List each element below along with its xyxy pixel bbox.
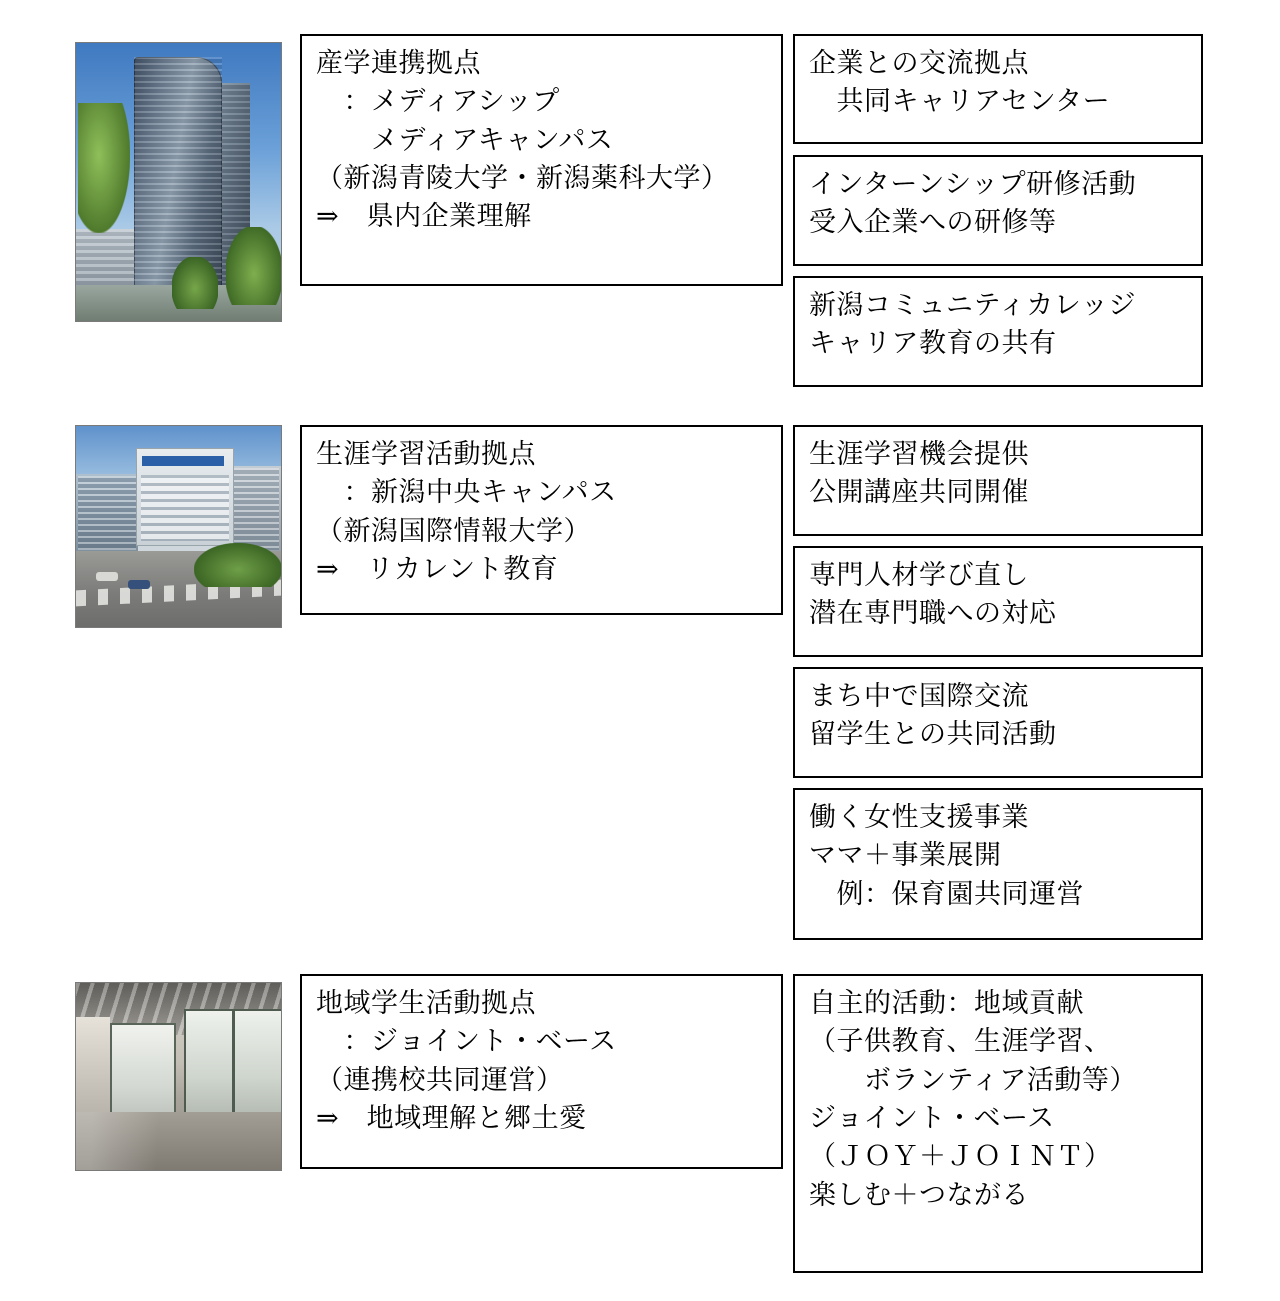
photo-tree bbox=[226, 227, 282, 305]
box-line: まち中で国際交流 bbox=[809, 681, 1029, 711]
box-line: （新潟青陵大学・新潟薬科大学） bbox=[316, 162, 729, 193]
right-box-relearning-specialists bbox=[793, 546, 1203, 657]
box-line: 潜在専門職への対応 bbox=[809, 598, 1057, 629]
box-line: ：ジョイント・ベース bbox=[316, 1026, 617, 1057]
box-line: 公開講座共同開催 bbox=[809, 477, 1029, 508]
photo-floor bbox=[76, 1112, 281, 1170]
box-line: ⇒ リカレント教育 bbox=[316, 553, 559, 584]
right-box-working-women-support bbox=[793, 788, 1203, 940]
box-line: ：メディアシップ bbox=[316, 86, 560, 117]
photo-building-right bbox=[227, 466, 281, 552]
photo-car bbox=[96, 572, 118, 581]
box-line: 楽しむ＋つながる bbox=[809, 1179, 1029, 1210]
box-line: ⇒ 県内企業理解 bbox=[316, 201, 532, 232]
right-box-voluntary-activity bbox=[793, 974, 1203, 1273]
box-line: 受入企業への研修等 bbox=[809, 207, 1057, 238]
box-line: 専門人材学び直し bbox=[809, 560, 1029, 590]
box-line: 生涯学習機会提供 bbox=[809, 439, 1029, 469]
box-line: （新潟国際情報大学） bbox=[316, 515, 591, 546]
photo-car bbox=[128, 580, 150, 589]
center-box-industry-academia bbox=[300, 34, 783, 286]
box-line: 共同キャリアセンター bbox=[809, 86, 1111, 117]
box-line: キャリア教育の共有 bbox=[809, 328, 1057, 359]
box-line: ジョイント・ベース bbox=[809, 1102, 1055, 1133]
box-line: ：新潟中央キャンパス bbox=[316, 477, 617, 508]
box-line: ボランティア活動等） bbox=[809, 1064, 1137, 1095]
photo-trees bbox=[194, 543, 282, 587]
right-box-community-college bbox=[793, 276, 1203, 387]
right-box-learning-opportunity bbox=[793, 425, 1203, 536]
box-line: （ＪＯＹ＋ＪＯＩＮＴ） bbox=[809, 1141, 1112, 1172]
box-line: メディアキャンパス bbox=[316, 124, 614, 155]
photo-tree bbox=[78, 103, 130, 233]
photo-building-sign bbox=[142, 456, 224, 466]
right-box-international-exchange bbox=[793, 667, 1203, 778]
box-line: 働く女性支援事業 bbox=[809, 802, 1029, 832]
box-line: 生涯学習活動拠点 bbox=[316, 439, 536, 469]
box-line: （子供教育、生涯学習、 bbox=[809, 1026, 1112, 1057]
niigata-central-campus-photo bbox=[75, 425, 282, 628]
box-line: 自主的活動：地域貢献 bbox=[809, 988, 1084, 1018]
joint-base-corridor-photo bbox=[75, 982, 282, 1171]
box-line: 例：保育園共同運営 bbox=[809, 878, 1084, 909]
media-ship-building-photo bbox=[75, 42, 282, 322]
right-box-company-exchange bbox=[793, 34, 1203, 144]
box-line: ママ＋事業展開 bbox=[809, 840, 1002, 871]
box-line: ⇒ 地域理解と郷土愛 bbox=[316, 1102, 587, 1133]
box-line: インターンシップ研修活動 bbox=[809, 169, 1137, 199]
box-line: 留学生との共同活動 bbox=[809, 719, 1057, 750]
photo-tree bbox=[172, 257, 218, 309]
box-line: 地域学生活動拠点 bbox=[316, 988, 536, 1018]
center-box-regional-student-activity bbox=[300, 974, 783, 1169]
box-line: （連携校共同運営） bbox=[316, 1064, 564, 1095]
photo-wall bbox=[76, 1017, 110, 1121]
right-box-internship-training bbox=[793, 155, 1203, 266]
photo-building-left bbox=[76, 474, 138, 552]
center-box-lifelong-learning bbox=[300, 425, 783, 615]
box-line: 企業との交流拠点 bbox=[809, 48, 1029, 78]
box-line: 新潟コミュニティカレッジ bbox=[809, 290, 1137, 320]
box-line: 産学連携拠点 bbox=[316, 48, 481, 78]
